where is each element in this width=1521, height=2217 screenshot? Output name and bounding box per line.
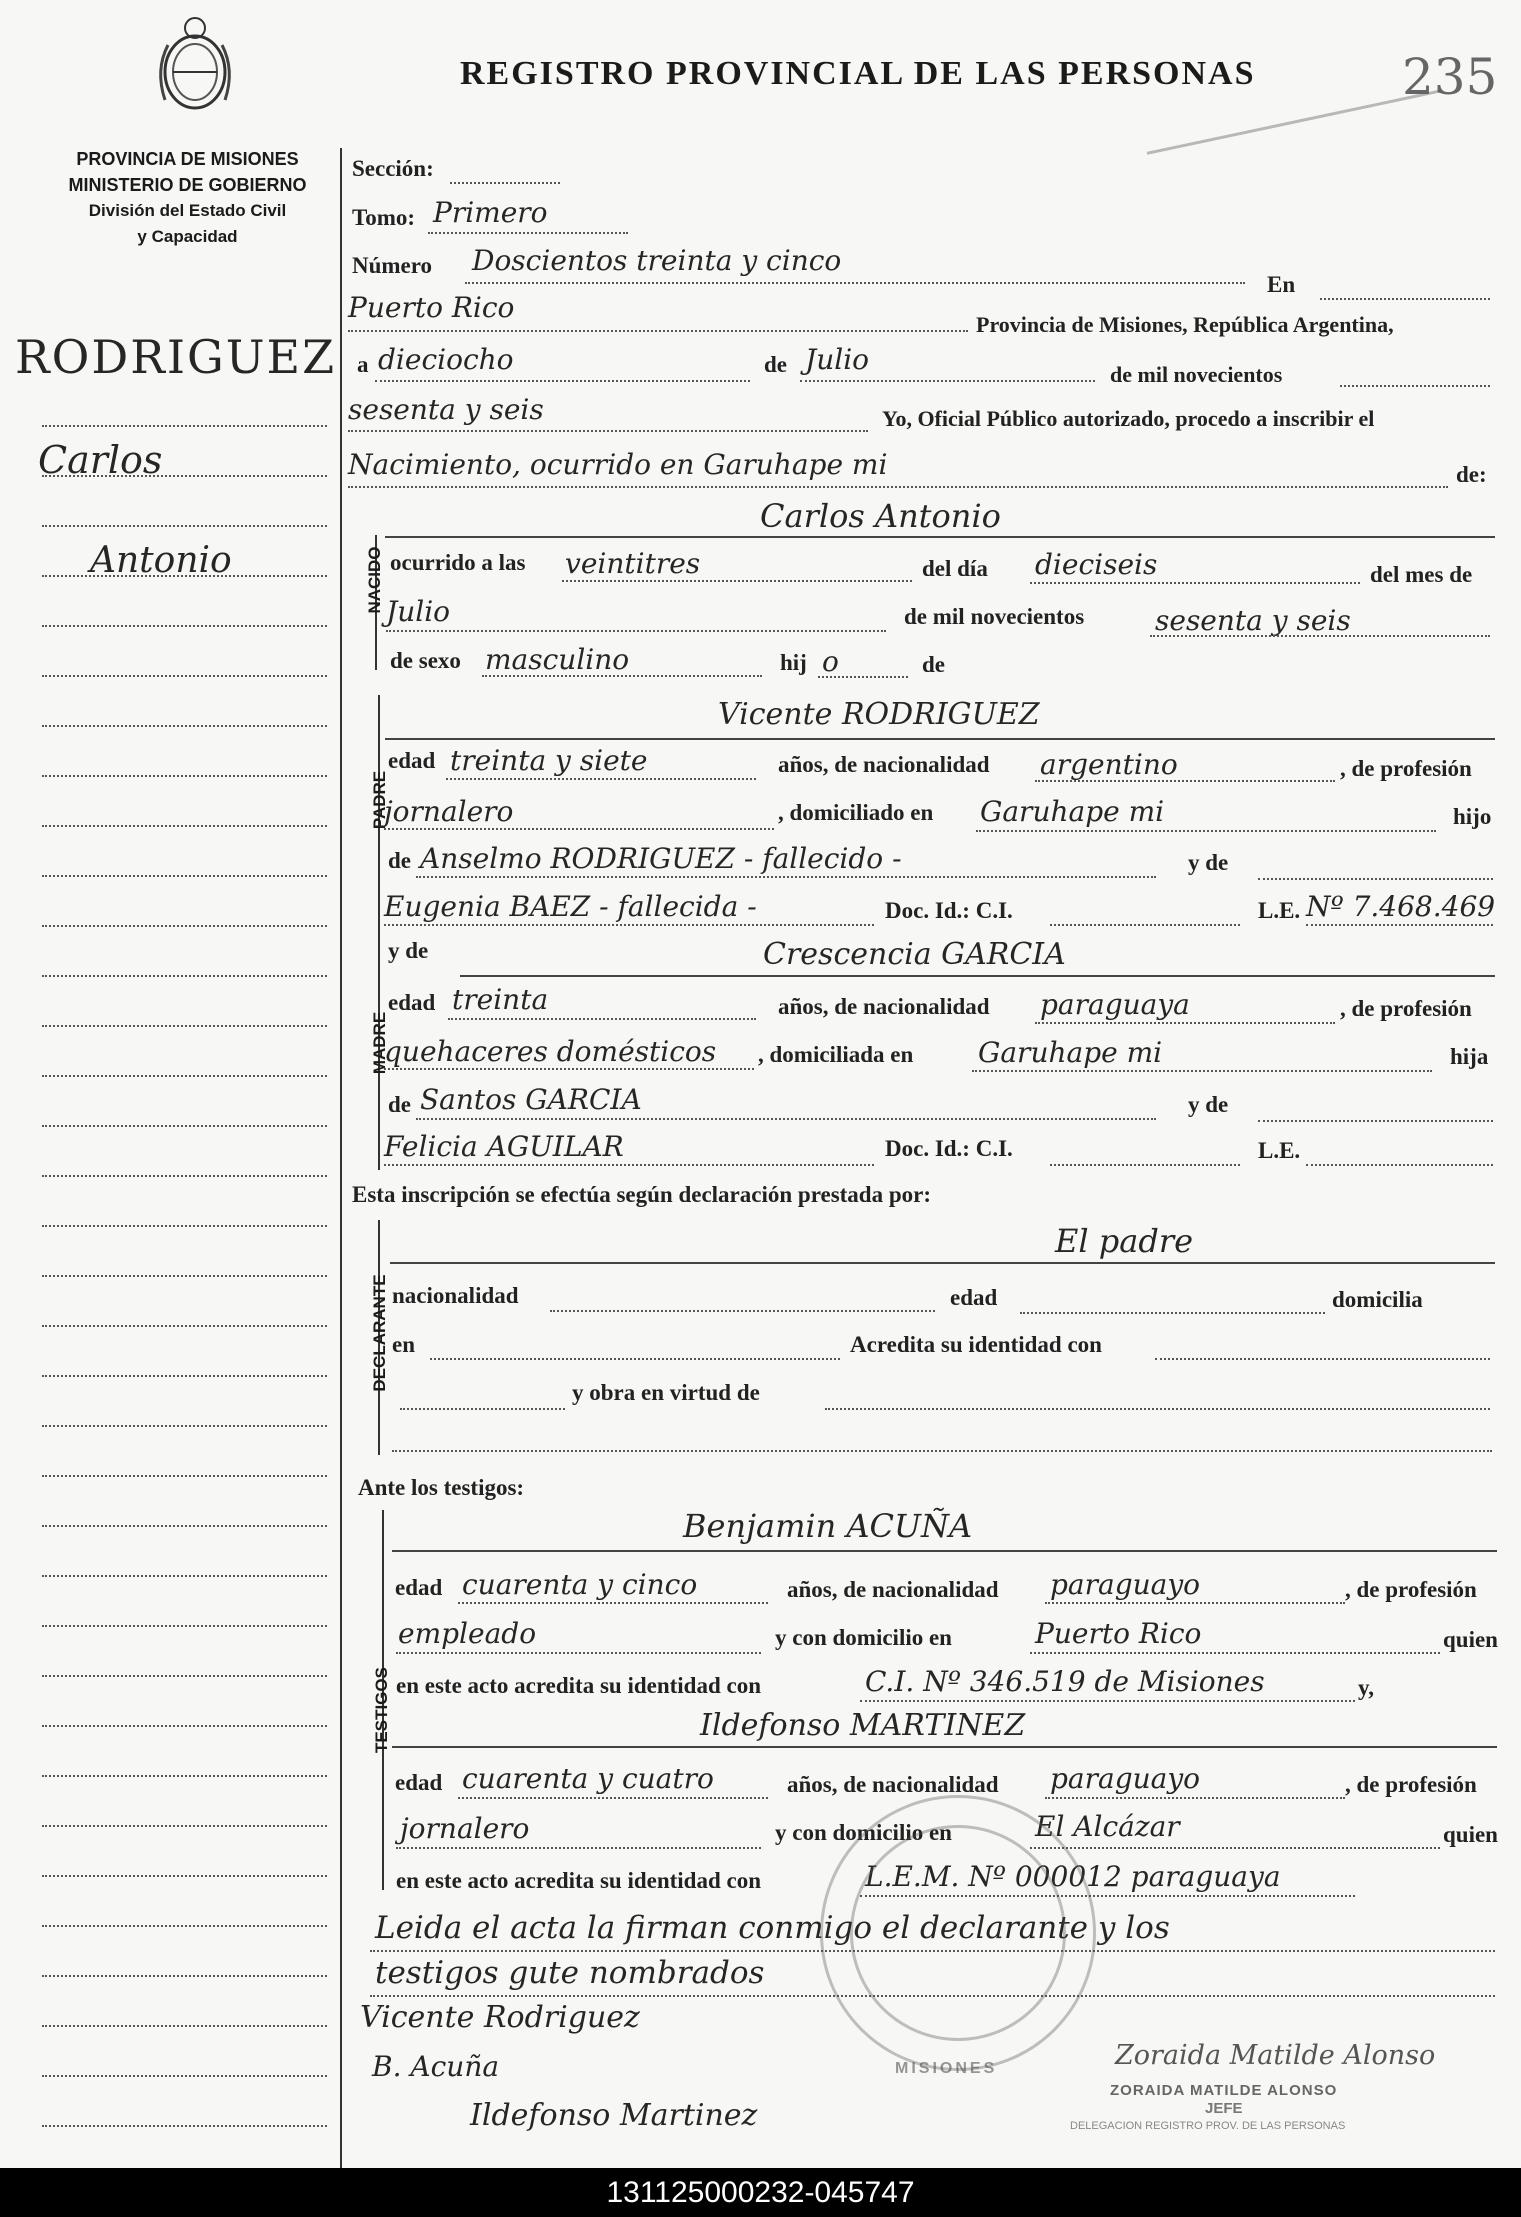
madre-mother-value: Felicia AGUILAR	[384, 1130, 624, 1163]
declarante-nacionalidad-label: nacionalidad	[392, 1283, 519, 1308]
declarante-edad-line	[1020, 1312, 1325, 1314]
tomo-value: Primero	[433, 196, 548, 229]
a-label: a	[357, 352, 369, 377]
padre-domicilio-label: , domiciliado en	[778, 800, 934, 825]
witness1-edad-value: cuarenta y cinco	[462, 1568, 698, 1601]
margin-dotted-line	[42, 875, 327, 877]
margin-dotted-line	[42, 1425, 327, 1427]
madre-le-label: L.E.	[1258, 1138, 1301, 1163]
margin-dotted-line	[42, 1225, 327, 1227]
padre-le-value: Nº 7.468.469	[1306, 890, 1496, 923]
margin-dotted-line	[42, 1975, 327, 1977]
madre-domicilio-line	[972, 1070, 1432, 1072]
nacido-year-line	[1150, 635, 1490, 637]
tomo-line	[428, 232, 628, 234]
margin-dotted-line	[42, 1525, 327, 1527]
madre-hija-label: hija	[1450, 1044, 1489, 1069]
padre-le-line	[1306, 924, 1493, 926]
nacido-de-label: de	[922, 652, 945, 677]
padre-hijo-label: hijo	[1453, 804, 1492, 829]
padre-father-line	[416, 876, 1156, 878]
ocurrido-label: ocurrido a las	[390, 550, 526, 575]
nacido-section-label: NACIDO	[365, 546, 384, 614]
hour-value: veintitres	[565, 547, 701, 580]
madre-doc-label: Doc. Id.: C.I.	[885, 1136, 1013, 1161]
margin-dotted-line	[42, 1575, 327, 1577]
madre-edad-label: edad	[388, 990, 436, 1015]
margin-dotted-line	[42, 1175, 327, 1177]
declarante-obra-line	[825, 1408, 1490, 1410]
declarante-extra-line	[392, 1450, 1492, 1452]
witness1-quien-label: quien	[1443, 1627, 1498, 1652]
madre-section-label: MADRE	[370, 1011, 389, 1075]
witness2-domicilio-value: El Alcázar	[1035, 1810, 1180, 1843]
witness2-nacionalidad-label: años, de nacionalidad	[787, 1772, 999, 1797]
stamp-role: JEFE	[1205, 2100, 1243, 2117]
nacido-month-value: Julio	[386, 595, 451, 628]
witness1-nacionalidad-label: años, de nacionalidad	[787, 1577, 999, 1602]
witness2-name-line	[392, 1746, 1497, 1748]
left-header	[40, 146, 335, 250]
padre-y-de-line	[1258, 878, 1493, 880]
division-label: División del Estado Civil	[88, 201, 287, 220]
witness2-quien-label: quien	[1443, 1822, 1498, 1847]
madre-nacionalidad-line	[1035, 1022, 1335, 1024]
margin-dotted-line	[42, 425, 327, 427]
witness1-edad-line	[458, 1602, 768, 1604]
witness1-domicilio-line	[1030, 1652, 1440, 1654]
madre-father-line	[416, 1118, 1156, 1120]
margin-first-name: Carlos	[38, 438, 163, 482]
year-label: de mil novecientos	[1110, 362, 1283, 387]
witness1-acredita-label: en este acto acredita su identidad con	[396, 1673, 762, 1698]
stamp-office: DELEGACION REGISTRO PROV. DE LAS PERSONAS	[1070, 2120, 1346, 2132]
margin-dotted-line	[42, 925, 327, 927]
nacido-year-value: sesenta y seis	[1155, 604, 1351, 637]
event-line	[348, 486, 1448, 488]
madre-profesion-value: quehaceres domésticos	[384, 1035, 717, 1068]
year-value: sesenta y seis	[348, 393, 544, 426]
witness2-edad-line	[458, 1797, 768, 1799]
signature-scribble	[1147, 90, 1454, 214]
margin-dotted-line	[42, 2075, 327, 2077]
de-label: de	[764, 352, 787, 377]
event-value: Nacimiento, ocurrido en Garuhape mi	[348, 448, 888, 481]
margin-dotted-line	[42, 525, 327, 527]
closing-line-2: testigos gute nombrados	[375, 1955, 765, 1991]
madre-father-value: Santos GARCIA	[420, 1083, 642, 1116]
witness2-profesion-label: , de profesión	[1345, 1772, 1477, 1797]
declarante-nacionalidad-line	[550, 1310, 935, 1312]
del-mes-label: del mes de	[1370, 562, 1473, 587]
padre-profesion-line	[384, 828, 774, 830]
margin-dotted-line	[42, 1375, 327, 1377]
declarante-acredita-line	[1155, 1358, 1490, 1360]
madre-y-de2-label: y de	[1188, 1092, 1229, 1117]
witness1-name-value: Benjamin ACUÑA	[683, 1507, 973, 1545]
padre-mother-line	[384, 924, 874, 926]
declarante-en-label: en	[392, 1332, 415, 1357]
madre-de-label: de	[388, 1092, 411, 1117]
margin-dotted-line	[42, 1925, 327, 1927]
day-line	[375, 380, 750, 382]
del-dia-label: del día	[922, 556, 988, 581]
margin-dotted-line	[42, 675, 327, 677]
witness2-doc-value: L.E.M. Nº 000012 paraguaya	[865, 1860, 1281, 1893]
padre-section-label: PADRE	[370, 770, 389, 830]
hijo-value: o	[822, 645, 839, 678]
madre-le-line	[1306, 1164, 1493, 1166]
closing-line-1: Leida el acta la firman conmigo el declarante y los	[375, 1910, 1170, 1946]
padre-father-value: Anselmo RODRIGUEZ - fallecido -	[420, 842, 902, 875]
witness1-doc-line	[860, 1700, 1355, 1702]
sexo-line	[482, 675, 762, 677]
witness2-name-value: Ildefonso MARTINEZ	[700, 1708, 1026, 1743]
margin-dotted-line	[42, 1275, 327, 1277]
witness1-profesion-label: , de profesión	[1345, 1577, 1477, 1602]
witness1-profesion-line	[396, 1652, 761, 1654]
margin-dotted-line	[42, 1625, 327, 1627]
witness1-y-label: y,	[1358, 1675, 1374, 1700]
numero-label: Número	[352, 253, 433, 278]
hijo-line	[818, 676, 908, 678]
day-value: dieciocho	[378, 343, 514, 376]
madre-mother-line	[384, 1164, 874, 1166]
capacity-label: y Capacidad	[137, 227, 238, 246]
witness1-name-line	[392, 1550, 1497, 1552]
margin-dotted-line	[42, 1025, 327, 1027]
numero-line	[465, 282, 1245, 284]
madre-domicilio-label: , domiciliada en	[758, 1042, 914, 1067]
padre-doc-label: Doc. Id.: C.I.	[885, 898, 1013, 923]
madre-profesion-label: , de profesión	[1340, 996, 1472, 1021]
margin-dotted-line	[42, 1325, 327, 1327]
declarante-domicilia-label: domicilia	[1332, 1287, 1423, 1312]
witness2-nacionalidad-value: paraguayo	[1050, 1762, 1201, 1795]
margin-dotted-line	[42, 1675, 327, 1677]
margin-dotted-line	[42, 1775, 327, 1777]
nacido-name-value: Carlos Antonio	[760, 497, 1001, 535]
nacido-year-label: de mil novecientos	[904, 604, 1085, 629]
round-seal-inner	[850, 1825, 1066, 2041]
year-line-end	[1340, 385, 1490, 387]
sexo-value: masculino	[485, 643, 630, 676]
sexo-label: de sexo	[390, 648, 461, 673]
numero-value: Doscientos treinta y cinco	[472, 244, 842, 277]
hour-line	[562, 580, 912, 582]
province-country-label: Provincia de Misiones, República Argentina,	[976, 312, 1394, 337]
en-label: En	[1267, 272, 1296, 297]
madre-y-de-label: y de	[388, 938, 429, 963]
witness2-nacionalidad-line	[1045, 1797, 1345, 1799]
madre-nacionalidad-label: años, de nacionalidad	[778, 994, 990, 1019]
de-colon-label: de:	[1456, 462, 1487, 487]
footer-id: 131125000232-045747	[606, 2176, 915, 2209]
witness1-doc-value: C.I. Nº 346.519 de Misiones	[865, 1665, 1265, 1698]
madre-edad-value: treinta	[452, 983, 549, 1016]
padre-edad-line	[446, 778, 756, 780]
officer-label: Yo, Oficial Público autorizado, procedo a inscribir el	[882, 406, 1375, 431]
declarante-name-value: El padre	[1055, 1222, 1194, 1260]
witness1-nacionalidad-value: paraguayo	[1050, 1568, 1201, 1601]
witness2-acredita-label: en este acto acredita su identidad con	[396, 1868, 762, 1893]
witness2-profesion-line	[396, 1847, 761, 1849]
en-line	[1320, 298, 1490, 300]
declarante-section-label: DECLARANTE	[370, 1274, 389, 1392]
margin-dotted-line	[42, 575, 327, 577]
signature-officer: Zoraida Matilde Alonso	[1115, 2040, 1436, 2071]
nacido-name-line	[385, 536, 1495, 538]
padre-mother-value: Eugenia BAEZ - fallecida -	[384, 890, 757, 923]
document-title: REGISTRO PROVINCIAL DE LAS PERSONAS	[460, 55, 1256, 92]
margin-dotted-line	[42, 1725, 327, 1727]
ministry-label: MINISTERIO DE GOBIERNO	[68, 175, 307, 195]
testigos-section-label: TESTIGOS	[372, 1667, 391, 1753]
main-border-line	[340, 148, 342, 2168]
padre-domicilio-line	[976, 830, 1436, 832]
padre-name-line	[385, 738, 1495, 740]
madre-nacionalidad-value: paraguaya	[1040, 988, 1190, 1021]
month-line	[800, 380, 1095, 382]
declarante-pre-obra-line	[400, 1408, 565, 1410]
margin-surname: RODRIGUEZ	[15, 330, 337, 384]
witness1-edad-label: edad	[395, 1575, 443, 1600]
witness1-profesion-value: empleado	[398, 1617, 537, 1650]
margin-dotted-line	[42, 475, 327, 477]
declarante-edad-label: edad	[950, 1285, 998, 1310]
madre-edad-line	[448, 1018, 756, 1020]
signature-declarante: Vicente Rodriguez	[360, 2000, 640, 2035]
padre-profesion-value: jornalero	[384, 795, 514, 828]
month-value: Julio	[805, 343, 870, 376]
margin-dotted-line	[42, 1125, 327, 1127]
madre-name-value: Crescencia GARCIA	[763, 937, 1066, 972]
page-number: 235	[1402, 48, 1498, 106]
margin-dotted-line	[42, 825, 327, 827]
padre-le-label: L.E.	[1258, 898, 1301, 923]
madre-domicilio-value: Garuhape mi	[978, 1036, 1163, 1069]
margin-dotted-line	[42, 2125, 327, 2127]
padre-name-value: Vicente RODRIGUEZ	[718, 697, 1040, 732]
padre-nacionalidad-value: argentino	[1040, 748, 1178, 781]
declarante-acredita-label: Acredita su identidad con	[850, 1332, 1102, 1357]
nacido-day-line	[1030, 582, 1360, 584]
margin-dotted-line	[42, 1075, 327, 1077]
witness2-edad-value: cuarenta y cuatro	[462, 1762, 714, 1795]
margin-dotted-line	[42, 1825, 327, 1827]
stamp-name: ZORAIDA MATILDE ALONSO	[1110, 2082, 1338, 2099]
padre-y-de-label: y de	[1188, 850, 1229, 875]
margin-dotted-line	[42, 775, 327, 777]
nacido-month-line	[386, 630, 886, 632]
declarante-intro-label: Esta inscripción se efectúa según declaración prestada por:	[352, 1182, 932, 1207]
padre-edad-value: treinta y siete	[450, 744, 648, 777]
coat-of-arms-emblem	[150, 10, 240, 120]
padre-edad-label: edad	[388, 748, 436, 773]
margin-dotted-line	[42, 2025, 327, 2027]
signature-witness1: B. Acuña	[372, 2050, 500, 2083]
madre-name-line	[460, 975, 1495, 977]
margin-dotted-line	[42, 625, 327, 627]
footer-id-bar	[0, 2168, 1521, 2217]
signature-witness2: Ildefonso Martinez	[470, 2098, 758, 2133]
witness1-domicilio-label: y con domicilio en	[775, 1625, 952, 1650]
padre-domicilio-value: Garuhape mi	[980, 795, 1165, 828]
seal-text: MISIONES	[895, 2060, 998, 2077]
witness2-edad-label: edad	[395, 1770, 443, 1795]
hijo-label: hij	[780, 650, 807, 675]
declarante-obra-label: y obra en virtud de	[572, 1380, 760, 1405]
margin-middle-name: Antonio	[90, 540, 232, 581]
witness2-profesion-value: jornalero	[400, 1812, 530, 1845]
province-label: PROVINCIA DE MISIONES	[76, 149, 299, 169]
padre-profesion-label: , de profesión	[1340, 756, 1472, 781]
witness1-domicilio-value: Puerto Rico	[1035, 1617, 1202, 1650]
declarante-name-line	[390, 1262, 1495, 1264]
padre-de-label: de	[388, 848, 411, 873]
madre-y-de2-line	[1258, 1120, 1493, 1122]
margin-dotted-line	[42, 725, 327, 727]
place-value: Puerto Rico	[348, 291, 515, 324]
year-value-line	[348, 430, 868, 432]
margin-dotted-line	[42, 1475, 327, 1477]
witness1-nacionalidad-line	[1045, 1602, 1345, 1604]
declarante-en-line	[430, 1358, 840, 1360]
margin-dotted-line	[42, 1875, 327, 1877]
nacido-day-value: dieciseis	[1035, 548, 1158, 581]
witness2-domicilio-label: y con domicilio en	[775, 1820, 952, 1845]
tomo-label: Tomo:	[352, 205, 416, 230]
seccion-line	[450, 182, 560, 184]
place-line	[348, 330, 968, 332]
margin-dotted-line	[42, 975, 327, 977]
madre-profesion-line	[384, 1068, 754, 1070]
witness2-domicilio-line	[1030, 1847, 1440, 1849]
testigos-intro-label: Ante los testigos:	[358, 1475, 525, 1500]
padre-nacionalidad-label: años, de nacionalidad	[778, 752, 990, 777]
padre-nacionalidad-line	[1035, 780, 1335, 782]
seccion-label: Sección:	[352, 156, 434, 181]
padre-doc-line	[1050, 924, 1240, 926]
madre-doc-line	[1050, 1164, 1240, 1166]
